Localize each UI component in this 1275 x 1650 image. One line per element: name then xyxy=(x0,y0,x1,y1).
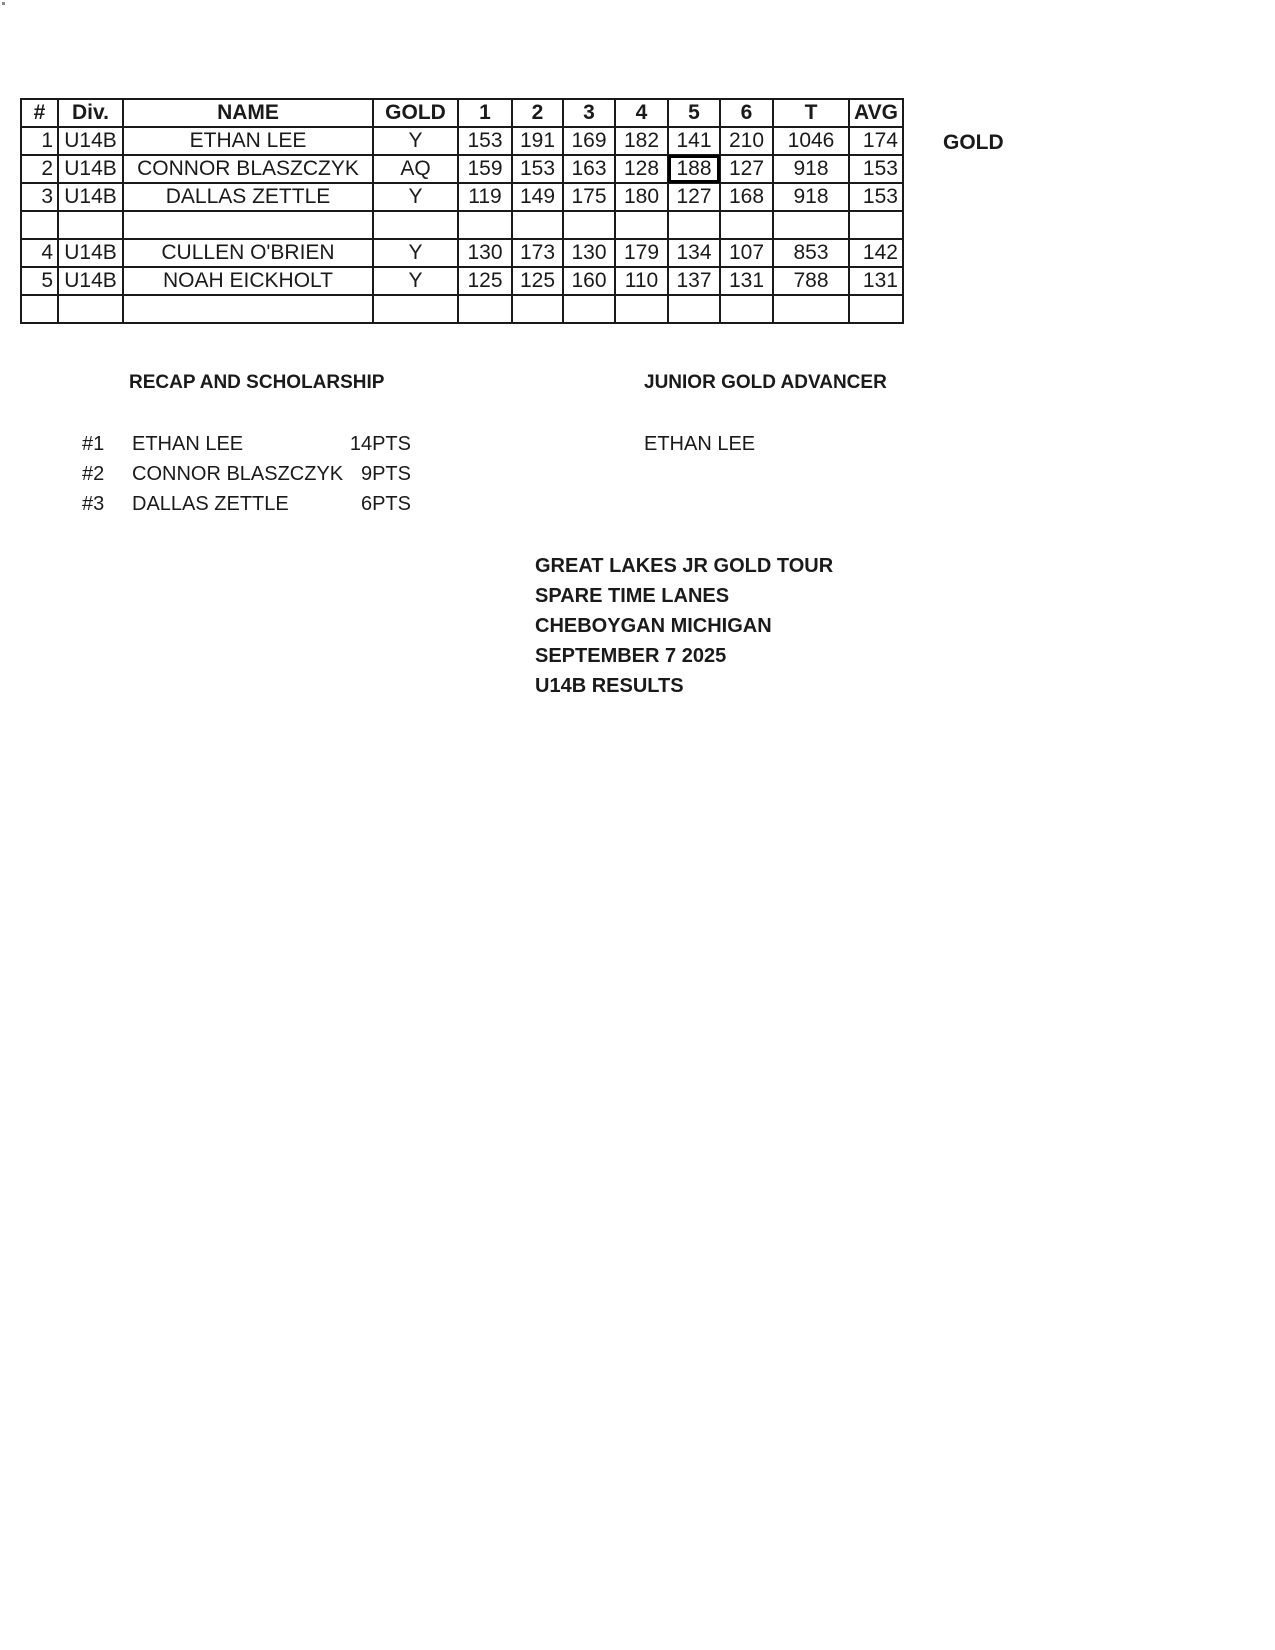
cell-game-6: 107 xyxy=(720,239,773,267)
recap-rank: #1 xyxy=(82,433,105,455)
cell-gold: Y xyxy=(373,267,458,295)
cell-name: NOAH EICKHOLT xyxy=(123,267,373,295)
cell-total xyxy=(773,211,849,239)
cell-game-6: 131 xyxy=(720,267,773,295)
cell-game-1: 130 xyxy=(458,239,512,267)
cell-division: U14B xyxy=(58,267,123,295)
recap-points: 6PTS xyxy=(360,493,411,515)
cell-game-6 xyxy=(720,211,773,239)
cell-gold xyxy=(373,295,458,323)
cell-average: 153 xyxy=(849,183,903,211)
cell-game-4: 182 xyxy=(615,127,668,155)
header-game-1: 1 xyxy=(458,99,512,127)
cell-average xyxy=(849,211,903,239)
cell-game-5: 134 xyxy=(668,239,720,267)
table-row xyxy=(21,155,903,183)
header-division: Div. xyxy=(58,99,123,127)
cell-game-1: 119 xyxy=(458,183,512,211)
recap-heading: RECAP AND SCHOLARSHIP xyxy=(129,372,385,393)
cell-gold: AQ xyxy=(373,155,458,183)
recap-name: CONNOR BLASZCZYK xyxy=(132,463,344,485)
cell-game-3: 163 xyxy=(563,155,615,183)
table-row xyxy=(21,239,903,267)
cell-gold xyxy=(373,211,458,239)
cell-game-4: 128 xyxy=(615,155,668,183)
event-venue: SPARE TIME LANES xyxy=(535,585,730,607)
cell-average: 153 xyxy=(849,155,903,183)
cell-total: 1046 xyxy=(773,127,849,155)
cell-game-2 xyxy=(512,295,563,323)
cell-game-2: 173 xyxy=(512,239,563,267)
table-row xyxy=(21,295,903,323)
cell-name: ETHAN LEE xyxy=(123,127,373,155)
event-location: CHEBOYGAN MICHIGAN xyxy=(535,615,772,637)
cell-average: 142 xyxy=(849,239,903,267)
cell-rank: 3 xyxy=(21,183,58,211)
cell-division: U14B xyxy=(58,239,123,267)
cell-total: 918 xyxy=(773,155,849,183)
cell-average xyxy=(849,295,903,323)
event-date: SEPTEMBER 7 2025 xyxy=(535,645,727,667)
cell-game-3 xyxy=(563,211,615,239)
header-game-4: 4 xyxy=(615,99,668,127)
recap-points: 14PTS xyxy=(349,433,411,455)
header-game-2: 2 xyxy=(512,99,563,127)
header-average: AVG xyxy=(849,99,903,127)
cell-game-2: 153 xyxy=(512,155,563,183)
cell-name: CONNOR BLASZCZYK xyxy=(123,155,373,183)
header-rank: # xyxy=(21,99,58,127)
cell-game-4: 180 xyxy=(615,183,668,211)
cell-game-1: 153 xyxy=(458,127,512,155)
table-row xyxy=(21,127,903,155)
cell-game-5: 141 xyxy=(668,127,720,155)
cell-game-3: 169 xyxy=(563,127,615,155)
cell-division: U14B xyxy=(58,183,123,211)
cell-game-5 xyxy=(668,295,720,323)
cell-name: DALLAS ZETTLE xyxy=(123,183,373,211)
recap-rank: #3 xyxy=(82,493,105,515)
recap-points: 9PTS xyxy=(360,463,411,485)
cell-game-4: 110 xyxy=(615,267,668,295)
event-results-label: U14B RESULTS xyxy=(535,675,684,697)
cell-rank: 2 xyxy=(21,155,58,183)
cell-rank: 4 xyxy=(21,239,58,267)
cell-game-2 xyxy=(512,211,563,239)
gold-qualifier-note: GOLD xyxy=(943,131,1004,154)
cell-average: 174 xyxy=(849,127,903,155)
event-tour: GREAT LAKES JR GOLD TOUR xyxy=(535,555,834,577)
cell-game-6: 210 xyxy=(720,127,773,155)
table-row xyxy=(21,267,903,295)
cell-game-2: 191 xyxy=(512,127,563,155)
recap-rank: #2 xyxy=(82,463,105,485)
cell-game-1 xyxy=(458,295,512,323)
cell-gold: Y xyxy=(373,239,458,267)
header-name: NAME xyxy=(123,99,373,127)
cell-rank: 1 xyxy=(21,127,58,155)
results-table xyxy=(20,98,904,324)
table-row xyxy=(21,211,903,239)
cell-game-6 xyxy=(720,295,773,323)
cell-division xyxy=(58,295,123,323)
cell-game-3: 130 xyxy=(563,239,615,267)
cell-total: 788 xyxy=(773,267,849,295)
cell-division xyxy=(58,211,123,239)
cell-game-1: 125 xyxy=(458,267,512,295)
cell-game-4 xyxy=(615,295,668,323)
cell-game-4: 179 xyxy=(615,239,668,267)
cell-game-2: 125 xyxy=(512,267,563,295)
header-total: T xyxy=(773,99,849,127)
header-game-5: 5 xyxy=(668,99,720,127)
cell-rank xyxy=(21,211,58,239)
cell-gold: Y xyxy=(373,183,458,211)
scan-speck xyxy=(2,2,5,5)
cell-game-3 xyxy=(563,295,615,323)
cell-name xyxy=(123,211,373,239)
header-gold: GOLD xyxy=(373,99,458,127)
results-body xyxy=(21,127,903,323)
recap-name: ETHAN LEE xyxy=(132,433,244,455)
cell-game-1: 159 xyxy=(458,155,512,183)
cell-division: U14B xyxy=(58,127,123,155)
cell-game-4 xyxy=(615,211,668,239)
header-game-3: 3 xyxy=(563,99,615,127)
advancer-heading: JUNIOR GOLD ADVANCER xyxy=(644,372,887,393)
event-info xyxy=(535,551,833,701)
cell-total: 918 xyxy=(773,183,849,211)
table-row xyxy=(21,183,903,211)
table-header-row xyxy=(21,99,903,127)
cell-name: CULLEN O'BRIEN xyxy=(123,239,373,267)
cell-total xyxy=(773,295,849,323)
cell-division: U14B xyxy=(58,155,123,183)
header-game-6: 6 xyxy=(720,99,773,127)
cell-game-5: 137 xyxy=(668,267,720,295)
cell-name xyxy=(123,295,373,323)
cell-game-3: 175 xyxy=(563,183,615,211)
cell-total: 853 xyxy=(773,239,849,267)
cell-game-2: 149 xyxy=(512,183,563,211)
cell-game-5: 188 xyxy=(668,155,720,183)
cell-game-1 xyxy=(458,211,512,239)
cell-gold: Y xyxy=(373,127,458,155)
cell-average: 131 xyxy=(849,267,903,295)
cell-game-5: 127 xyxy=(668,183,720,211)
cell-game-5 xyxy=(668,211,720,239)
cell-rank xyxy=(21,295,58,323)
cell-rank: 5 xyxy=(21,267,58,295)
advancer-name: ETHAN LEE xyxy=(644,433,756,455)
cell-game-6: 168 xyxy=(720,183,773,211)
cell-game-6: 127 xyxy=(720,155,773,183)
recap-name: DALLAS ZETTLE xyxy=(132,493,289,515)
cell-game-3: 160 xyxy=(563,267,615,295)
